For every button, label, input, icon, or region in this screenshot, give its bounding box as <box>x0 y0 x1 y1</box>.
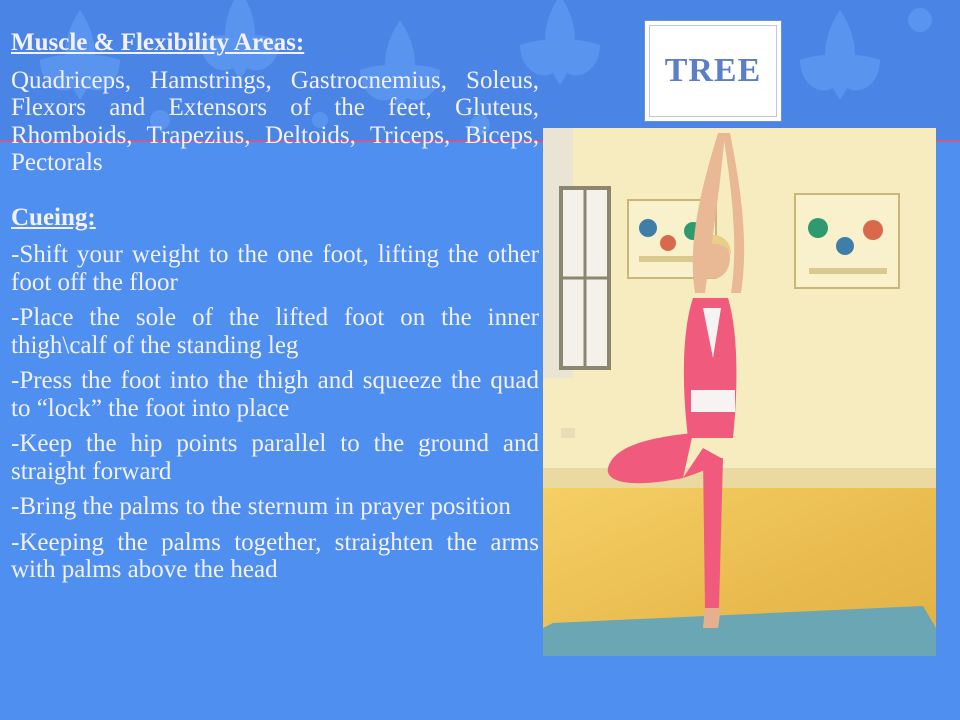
cue-item: -Keep the hip points parallel to the ground and straight forward <box>11 430 539 485</box>
yoga-pose-illustration <box>543 128 936 656</box>
cueing-heading: Cueing: <box>11 203 96 231</box>
cue-item: -Keeping the palms together, straighten the arms with palms above the head <box>11 528 539 583</box>
muscles-heading: Muscle & Flexibility Areas: <box>11 29 305 56</box>
cue-item: -Place the sole of the lifted foot on the inner thigh\calf of the standing leg <box>11 304 539 359</box>
cue-item: -Press the foot into the thigh and squeeze the quad to “lock” the foot into place <box>11 367 539 422</box>
slide-title: TREE <box>664 52 762 89</box>
title-box <box>644 20 782 122</box>
tree-pose-photo <box>543 128 936 656</box>
cue-item: -Bring the palms to the sternum in prayer position <box>11 493 511 520</box>
cue-item: -Shift your weight to the one foot, lifting the other foot off the floor <box>11 241 539 296</box>
muscles-list: Quadriceps, Hamstrings, Gastrocnemius, Soleus, Flexors and Extensors of the feet, Gluteus, Rhomboids, Trapezius, Deltoids, Triceps, Biceps, Pectorals <box>11 66 539 176</box>
content-column <box>11 29 539 592</box>
